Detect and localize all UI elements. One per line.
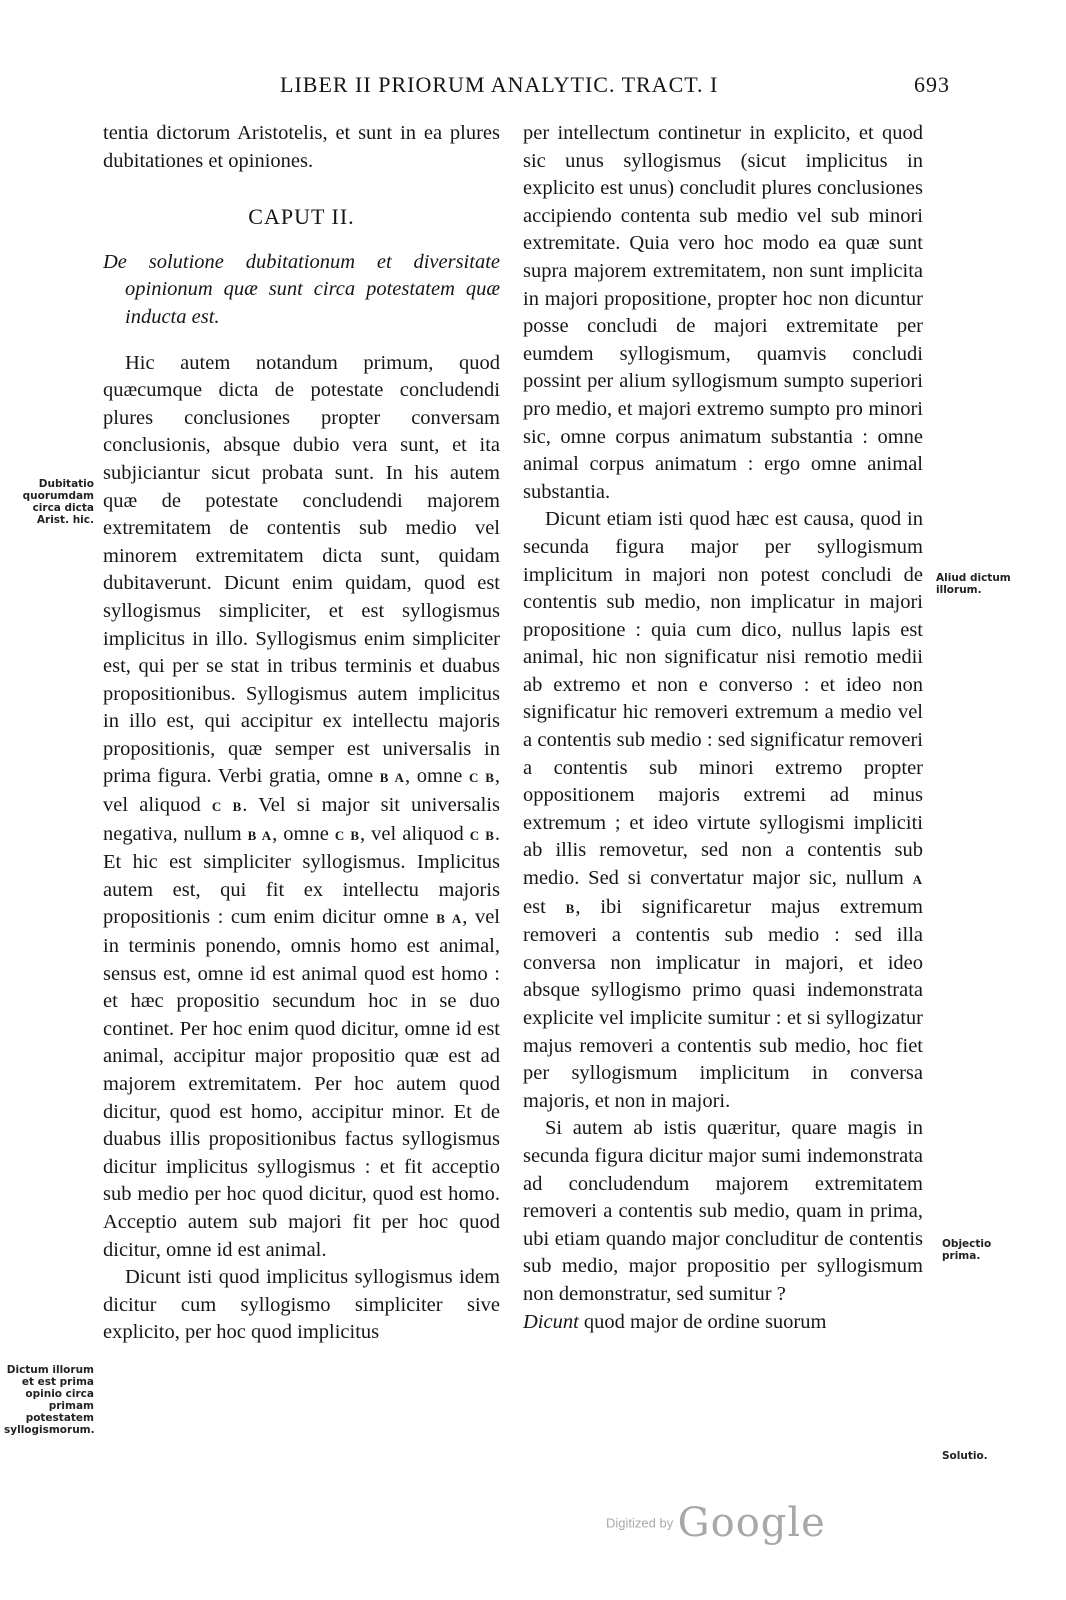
right-column	[523, 120, 923, 1336]
running-title: LIBER II PRIORUM ANALYTIC. TRACT. I	[280, 72, 719, 97]
paragraph: tentia dictorum Aristotelis, et sunt in ea plures dubitationes et opiniones.	[103, 122, 500, 172]
paragraph: Si autem ab istis quæritur, quare magis in secunda figura dicitur major sumi indemonstrata ad concludendum majorem extremitatem removeri a contentis sub medio, quam in prima, ubi etiam quando major concluditur de contentis sub medio, major propositio per syllogismum non demonstratur, sed sumitur ?	[523, 1117, 923, 1305]
chapter-heading: CAPUT II.	[248, 204, 355, 230]
paragraph: Dicunt isti quod implicitus syllogismus idem dicitur cum syllogismo simpliciter sive explicito, per hoc quod implicitus	[103, 1266, 500, 1344]
left-column	[103, 120, 500, 1347]
margin-note-objectio: Objectio prima.	[942, 1238, 992, 1262]
paragraph: Dicunt quod major de ordine suorum	[523, 1310, 827, 1333]
page-number: 693	[914, 72, 950, 97]
chapter-subtitle: De solutione dubitationum et diversitate opinionum quæ sunt circa potestatem quæ inducta est.	[103, 250, 500, 328]
paragraph: Hic autem notandum primum, quod quæcumque dicta de potestate concludendi plures conclusiones propter conversam conclusionis, absque dubio vera sunt, et ita subjiciantur sicut probata sunt. In his autem quæ de potestate concludendi majorem extremitatem de contentis sub medio vel minorem extremitatem dicta sunt, quidam dubitaverunt. Dicunt enim quidam, quod est syllogismus simpliciter, et est syllogismus implicitus in illo. Syllogismus enim simpliciter est, qui per se stat in tribus terminis et duabus propositionibus. Syllogismus autem implicitus in illo est, qui accipitur ex intellectu majoris propositionis, quæ semper est universalis in prima figura. Verbi gratia, omne B A, omne C B, vel aliquod C B. Vel si major sit universalis negativa, nullum B A, omne C B, vel aliquod C B. Et hic est simpliciter syllogismus. Implicitus autem est, qui fit ex intellectu majoris propositionis : cum enim dicitur omne B A, vel in terminis ponendo, omnis homo est animal, sensus est, omne id est animal quod est homo : et hæc propositio secundum hoc in se duo continet. Per hoc enim quod dicitur, omne id est animal, accipitur major propositio quæ est ad majorem extremitatem. Per hoc autem quod dicitur, quod est homo, accipitur minor. Et de duabus illis propositionibus factus syllogismus dicitur implicitus syllogismus : et fit acceptio sub medio per hoc quod dicitur, quod est homo. Acceptio autem sub majori fit per hoc quod dicitur, omne id est animal.	[103, 351, 501, 1261]
google-watermark	[606, 1500, 826, 1546]
paragraph: per intellectum continetur in explicito, et quod sic unus syllogismus (sicut implicitus in explicito est unus) concludit plures conclusiones accipiendo contenta sub medio vel sub minori extremitate. Quia vero hoc modo ea quæ sunt supra majorem extremitatem, non sunt implicita in majori propositione, propter hoc non dicuntur posse concludi de majori extremitate per eumdem syllogismum, quamvis concludi possint per alium syllogismum sumpto superiori pro medio, et majori extremo sumpto pro minori sic, omne corpus animatum substantia : omne animal corpus animatum : ergo omne animal substantia.	[523, 122, 923, 503]
google-logo: Google	[677, 1500, 826, 1546]
margin-note-dubitatio: Dubitatio quorumdam circa dicta Arist. hic.	[22, 478, 94, 526]
margin-note-solutio: Solutio.	[942, 1450, 988, 1462]
paragraph: Dicunt etiam isti quod hæc est causa, quod in secunda figura major per syllogismum implicitum in majori non potest concludi de contentis sub medio, non implicatur in majori propositione : quia cum dico, nullus lapis est animal, hic non significatur nisi remotio medii ab extremo et non e converso : et ideo non significatur hic removeri extremum a medio vel a contentis sub medio : sed significatur removeri a contentis sub minori extremo propter oppositionem majoris extremi ad minus extremum ; et ideo virtute syllogismi impliciti ab illis removetur, sed non a contentis sub medio. Sed si convertatur major sic, nullum A est B, ibi significaretur majus extremum removeri a contentis sub medio : sed illa conversa non implicatur in majori, et ideo absque syllogismo primo quasi indemonstrata explicite vel implicite sumitur : et si syllogizatur majus removeri a contentis sub medio, hoc fiet per syllogismum implicitum in conversa majoris, et non in majori.	[523, 508, 924, 1112]
margin-note-dictum: Dictum illorum et est prima opinio circa primam potestatem syllogismorum.	[4, 1364, 95, 1436]
margin-note-aliud: Aliud dictum illorum.	[936, 572, 1011, 596]
watermark-caption: Digitized by	[606, 1515, 674, 1531]
